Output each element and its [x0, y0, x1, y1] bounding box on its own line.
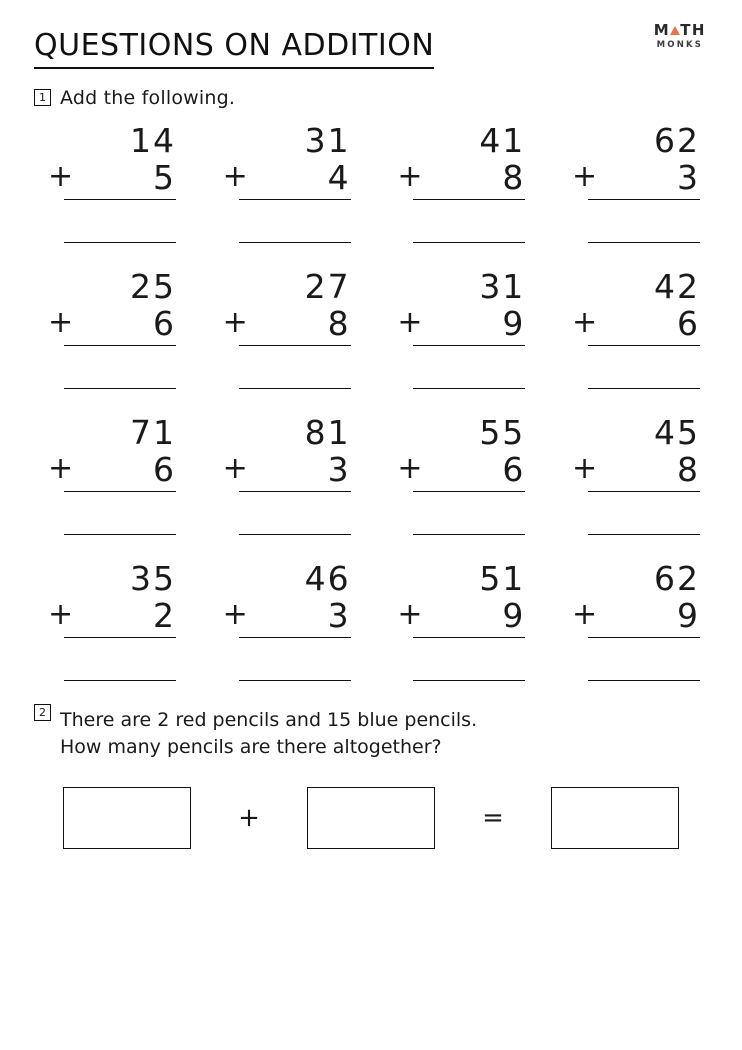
addition-problem — [558, 558, 708, 681]
logo-subtext: MONKS — [656, 40, 704, 50]
addend-bottom-line — [34, 449, 176, 489]
addend-top: 14 — [130, 121, 176, 160]
addend-bottom-line — [209, 449, 351, 489]
addition-problem — [34, 266, 184, 389]
problem-rule — [413, 637, 525, 638]
addend-top: 42 — [653, 266, 700, 306]
plus-sign: + — [397, 450, 425, 486]
addend-top: 31 — [479, 266, 526, 306]
addition-problem-grid — [34, 123, 708, 681]
addition-problem — [34, 558, 184, 681]
addition-problem — [34, 123, 184, 243]
addend-bottom-line — [383, 449, 526, 489]
problem-rule — [413, 345, 525, 346]
addition-problem — [383, 123, 533, 243]
page-title: QUESTIONS ON ADDITION — [34, 28, 434, 69]
problem-row — [34, 123, 708, 243]
answer-line[interactable] — [64, 388, 176, 389]
addend-bottom-line — [34, 303, 176, 343]
answer-line[interactable] — [588, 534, 700, 535]
addend-bottom-line — [558, 157, 700, 197]
problem-rule — [239, 199, 351, 200]
plus-sign: + — [397, 158, 425, 194]
addition-problem — [34, 412, 184, 535]
plus-sign: + — [48, 450, 76, 486]
answer-line[interactable] — [239, 534, 351, 535]
addend-bottom-line — [209, 303, 351, 343]
problem-rule — [64, 491, 176, 492]
addend-bottom: 3 — [676, 157, 700, 197]
addend-bottom: 4 — [327, 157, 351, 197]
answer-line[interactable] — [588, 388, 700, 389]
addend-top: 31 — [304, 121, 351, 160]
addend-top: 45 — [653, 412, 700, 452]
problem-rule — [588, 637, 700, 638]
question-1-number: 1 — [34, 89, 51, 106]
plus-sign: + — [397, 304, 425, 340]
plus-sign: + — [222, 450, 250, 486]
plus-sign: + — [48, 596, 76, 632]
addend-top: 25 — [130, 266, 176, 306]
answer-line[interactable] — [413, 680, 525, 681]
plus-sign: + — [48, 158, 76, 194]
problem-rule — [413, 199, 525, 200]
problem-rule — [239, 345, 351, 346]
addend-top: 35 — [130, 558, 176, 598]
problem-rule — [588, 345, 700, 346]
addition-problem — [383, 266, 533, 389]
plus-sign: + — [222, 158, 250, 194]
answer-box-3[interactable] — [551, 787, 679, 849]
answer-line[interactable] — [413, 242, 525, 243]
problem-rule — [239, 491, 351, 492]
addend-bottom: 6 — [153, 303, 176, 343]
plus-sign: + — [222, 596, 250, 632]
plus-sign: + — [571, 304, 600, 340]
answer-line[interactable] — [239, 388, 351, 389]
problem-rule — [588, 199, 700, 200]
addend-bottom: 3 — [327, 449, 351, 489]
problem-row — [34, 266, 708, 389]
addition-problem — [383, 558, 533, 681]
answer-line[interactable] — [64, 534, 176, 535]
addend-bottom: 6 — [676, 303, 700, 343]
problem-rule — [588, 491, 700, 492]
question-1-text: Add the following. — [60, 87, 236, 109]
problem-rule — [413, 491, 525, 492]
addend-top: 51 — [479, 558, 526, 598]
answer-line[interactable] — [588, 680, 700, 681]
addend-bottom-line — [558, 303, 700, 343]
addend-bottom: 9 — [502, 595, 526, 635]
addend-bottom-line — [34, 595, 176, 635]
addend-bottom: 6 — [153, 449, 176, 489]
addition-problem — [209, 558, 359, 681]
addend-bottom: 9 — [502, 303, 526, 343]
answer-line[interactable] — [413, 388, 525, 389]
addition-problem — [558, 123, 708, 243]
addend-bottom: 6 — [502, 449, 526, 489]
plus-sign: + — [48, 304, 76, 340]
problem-rule — [64, 637, 176, 638]
problem-rule — [64, 199, 176, 200]
answer-line[interactable] — [413, 534, 525, 535]
logo-text-left: M — [653, 21, 671, 39]
problem-rule — [64, 345, 176, 346]
question-2-number: 2 — [34, 704, 51, 721]
addition-problem — [209, 412, 359, 535]
addend-bottom: 3 — [327, 595, 351, 635]
addend-top: 71 — [130, 412, 176, 452]
addend-top: 27 — [304, 266, 351, 306]
answer-line[interactable] — [64, 680, 176, 681]
plus-sign: + — [571, 596, 600, 632]
answer-line[interactable] — [64, 242, 176, 243]
addend-bottom: 8 — [502, 157, 526, 197]
logo-wordmark — [654, 23, 706, 38]
plus-sign: + — [397, 596, 425, 632]
addend-bottom: 9 — [676, 595, 700, 635]
addend-bottom-line — [209, 595, 351, 635]
math-monks-logo — [654, 22, 706, 50]
logo-text-right: TH — [680, 21, 706, 39]
question-1-heading — [34, 87, 708, 109]
plus-sign: + — [222, 304, 250, 340]
addition-problem — [558, 412, 708, 535]
addend-bottom: 2 — [153, 595, 176, 635]
plus-sign: + — [571, 450, 600, 486]
problem-row — [34, 558, 708, 681]
answer-box-2[interactable] — [307, 787, 435, 849]
addend-bottom-line — [383, 157, 526, 197]
addition-problem — [383, 412, 533, 535]
question-2-line-2: How many pencils are there altogether? — [60, 735, 442, 758]
addend-bottom: 8 — [327, 303, 351, 343]
addition-problem — [209, 123, 359, 243]
addend-bottom: 5 — [153, 157, 176, 197]
addend-bottom-line — [209, 157, 351, 197]
addend-top: 41 — [479, 121, 526, 160]
answer-equation-row — [34, 787, 708, 849]
plus-operator: + — [238, 802, 260, 833]
answer-line[interactable] — [239, 242, 351, 243]
addend-bottom: 8 — [676, 449, 700, 489]
addition-problem — [209, 266, 359, 389]
problem-row — [34, 412, 708, 535]
equals-operator: = — [482, 802, 504, 833]
answer-line[interactable] — [588, 242, 700, 243]
addend-bottom-line — [558, 449, 700, 489]
plus-sign: + — [571, 158, 600, 194]
addend-top: 46 — [304, 558, 351, 598]
answer-line[interactable] — [239, 680, 351, 681]
addend-top: 62 — [653, 558, 700, 598]
triangle-icon — [670, 26, 680, 35]
question-2-line-1: There are 2 red pencils and 15 blue pencils. — [60, 708, 478, 731]
question-2-block — [34, 707, 708, 849]
addition-problem — [558, 266, 708, 389]
answer-box-1[interactable] — [63, 787, 191, 849]
question-2-heading — [34, 707, 708, 761]
addend-bottom-line — [558, 595, 700, 635]
problem-rule — [239, 637, 351, 638]
question-2-text — [60, 707, 477, 761]
addend-bottom-line — [383, 595, 526, 635]
addend-bottom-line — [34, 157, 176, 197]
addend-top: 62 — [653, 121, 700, 160]
addend-top: 55 — [479, 412, 526, 452]
addend-top: 81 — [304, 412, 351, 452]
addend-bottom-line — [383, 303, 526, 343]
